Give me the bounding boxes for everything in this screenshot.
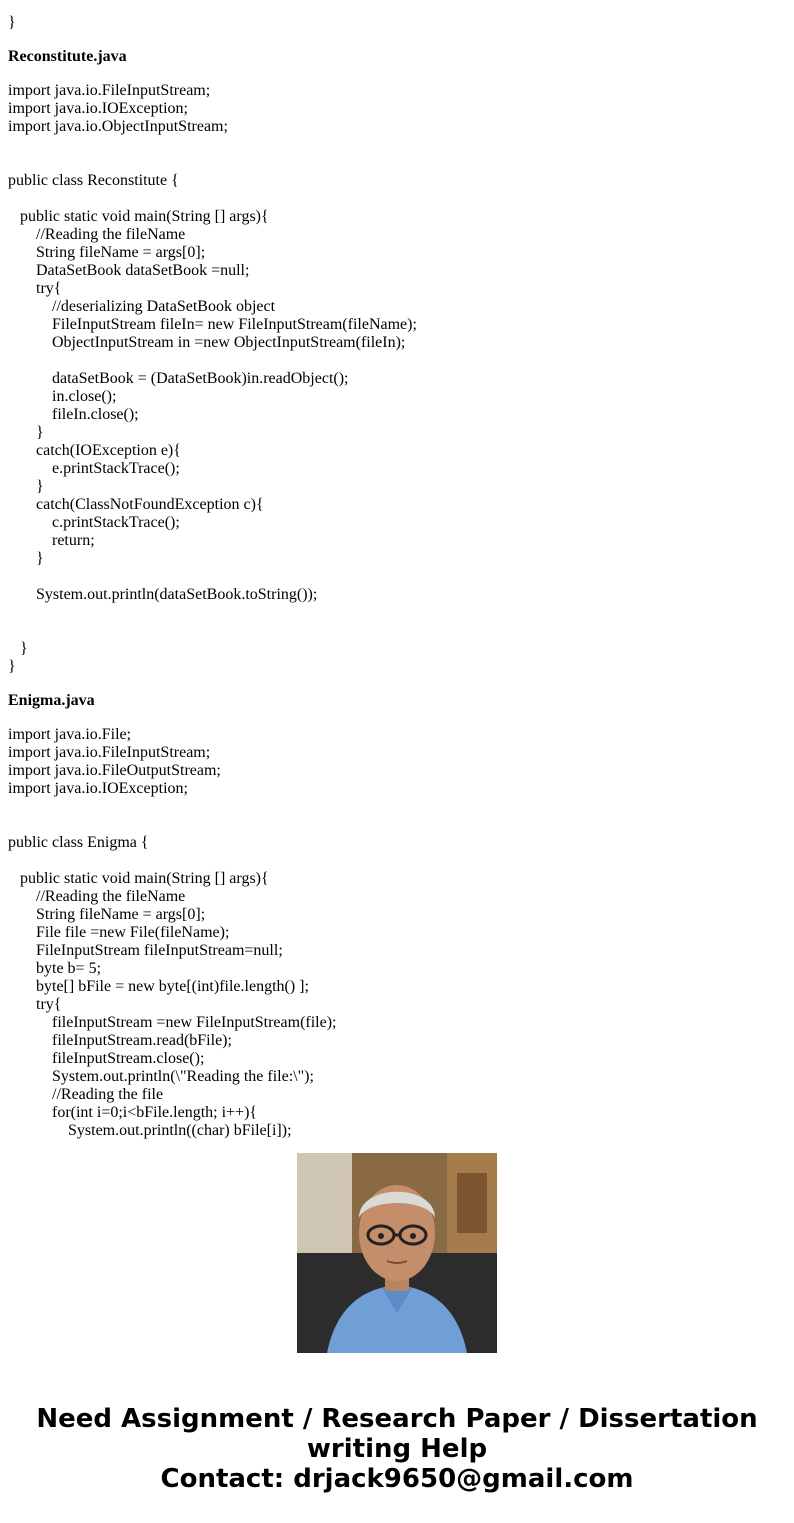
- code-line: catch(IOException e){: [36, 442, 181, 459]
- code-line: File file =new File(fileName);: [36, 924, 230, 941]
- document-body: [8, 14, 788, 1139]
- code-line: import java.io.FileInputStream;: [8, 82, 211, 99]
- code-line: System.out.println(dataSetBook.toString());: [36, 586, 318, 603]
- contact-banner: [0, 1404, 794, 1494]
- code-line: fileIn.close();: [52, 406, 139, 423]
- code-line: return;: [52, 532, 95, 549]
- code-line: for(int i=0;i<bFile.length; i++){: [52, 1104, 258, 1121]
- code-line: [8, 816, 788, 834]
- code-line: }: [36, 478, 44, 495]
- code-line: import java.io.FileInputStream;: [8, 744, 211, 761]
- author-avatar: [297, 1153, 497, 1353]
- code-line: byte b= 5;: [36, 960, 102, 977]
- code-line: FileInputStream fileIn= new FileInputStream(fileName);: [52, 316, 417, 333]
- code-line: System.out.println((char) bFile[i]);: [68, 1122, 292, 1139]
- banner-line-2: writing Help: [306, 1434, 488, 1464]
- code-line: [8, 604, 788, 622]
- code-line: //Reading the file: [52, 1086, 164, 1103]
- banner-line-1: Need Assignment / Research Paper / Dissertation: [36, 1404, 758, 1434]
- code-line: }: [36, 424, 44, 441]
- code-line: }: [8, 14, 16, 31]
- code-line: byte[] bFile = new byte[(int)file.length() ];: [36, 978, 309, 995]
- code-line: System.out.println(\"Reading the file:\");: [52, 1068, 314, 1085]
- code-line: fileInputStream.read(bFile);: [52, 1032, 232, 1049]
- code-line: import java.io.IOException;: [8, 780, 188, 797]
- code-line: [8, 798, 788, 816]
- code-line: public static void main(String [] args){: [20, 208, 269, 225]
- code-line: [8, 136, 788, 154]
- code-line: String fileName = args[0];: [36, 906, 206, 923]
- code-line: fileInputStream =new FileInputStream(file);: [52, 1014, 337, 1031]
- code-line: public class Enigma {: [8, 834, 149, 851]
- code-block-reconstitute: [8, 82, 788, 676]
- code-line: [8, 154, 788, 172]
- file-heading-enigma: Enigma.java: [8, 692, 95, 709]
- code-line: [8, 852, 788, 870]
- code-line: [8, 568, 788, 586]
- code-line: e.printStackTrace();: [52, 460, 180, 477]
- code-line: catch(ClassNotFoundException c){: [36, 496, 264, 513]
- code-line: dataSetBook = (DataSetBook)in.readObject();: [52, 370, 349, 387]
- code-line: import java.io.File;: [8, 726, 132, 743]
- code-line: FileInputStream fileInputStream=null;: [36, 942, 283, 959]
- code-line: String fileName = args[0];: [36, 244, 206, 261]
- code-block-tail: [8, 14, 788, 32]
- code-line: //deserializing DataSetBook object: [52, 298, 276, 315]
- code-line: [8, 352, 788, 370]
- banner-line-3: Contact: drjack9650@gmail.com: [160, 1464, 634, 1494]
- code-line: try{: [36, 280, 62, 297]
- code-line: public static void main(String [] args){: [20, 870, 269, 887]
- code-line: }: [8, 658, 16, 675]
- code-line: [8, 190, 788, 208]
- code-line: [8, 622, 788, 640]
- code-line: import java.io.FileOutputStream;: [8, 762, 221, 779]
- file-heading-reconstitute: Reconstitute.java: [8, 48, 127, 65]
- code-line: in.close();: [52, 388, 117, 405]
- code-line: ObjectInputStream in =new ObjectInputStream(fileIn);: [52, 334, 406, 351]
- code-line: DataSetBook dataSetBook =null;: [36, 262, 250, 279]
- code-line: import java.io.IOException;: [8, 100, 188, 117]
- code-block-enigma: [8, 726, 788, 1140]
- author-photo-icon: [297, 1153, 497, 1353]
- code-line: //Reading the fileName: [36, 888, 186, 905]
- code-line: }: [36, 550, 44, 567]
- code-line: //Reading the fileName: [36, 226, 186, 243]
- code-line: import java.io.ObjectInputStream;: [8, 118, 228, 135]
- code-line: c.printStackTrace();: [52, 514, 180, 531]
- code-line: fileInputStream.close();: [52, 1050, 205, 1067]
- code-line: try{: [36, 996, 62, 1013]
- code-line: }: [20, 640, 28, 657]
- code-line: public class Reconstitute {: [8, 172, 179, 189]
